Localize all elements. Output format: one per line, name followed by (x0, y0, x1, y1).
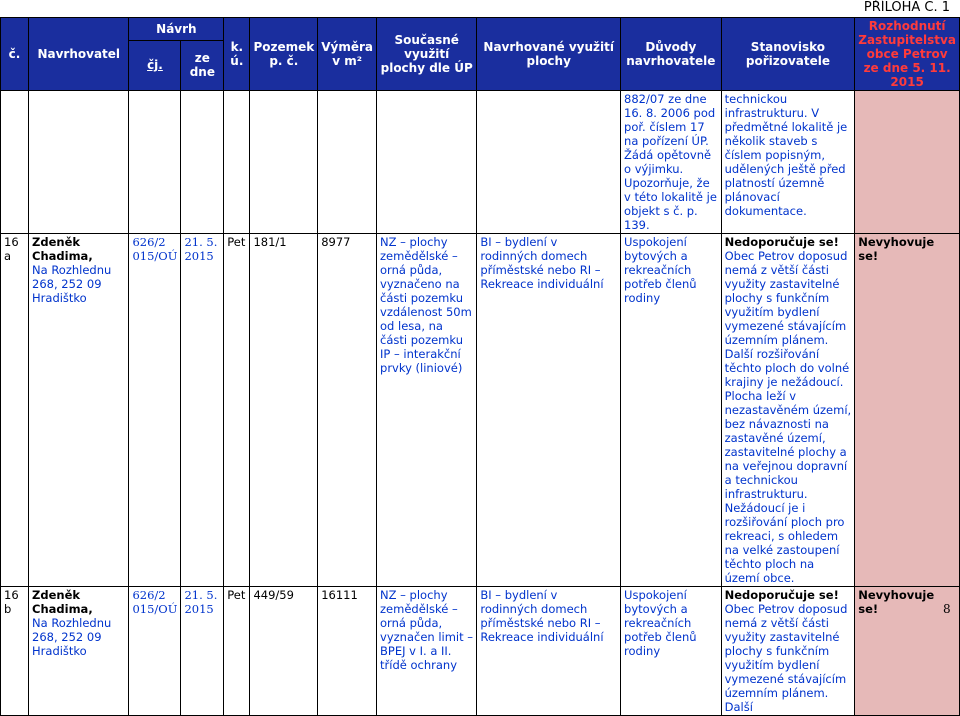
col-header-navrhovatel: Navrhovatel (29, 18, 129, 91)
ku-cell: Pet (224, 587, 250, 716)
navrhovatel-name: Zdeněk Chadima, (32, 235, 93, 263)
navrhovatel-address: Na Rozhlednu 268, 252 09 Hradištko (32, 263, 112, 305)
ku-cell: Pet (224, 234, 250, 587)
navrhovatel-name: Zdeněk Chadima, (32, 588, 93, 616)
table-row (1, 587, 960, 716)
reasons-cell: Uspokojení bytových a rekreačních potřeb členů rodiny (621, 234, 722, 587)
col-header-pozemek: Pozemek p. č. (250, 18, 318, 91)
prev-row-duvody: 882/07 ze dne 16. 8. 2006 pod poř. číslem 17 na pořízení ÚP. Žádá opětovně o výjimku. Upozorňuje, že v této lokalitě je objekt s č. p. 139. (621, 91, 722, 234)
parcel-cell: 181/1 (250, 234, 318, 587)
col-header-duvody: Důvody navrhovatele (621, 18, 722, 91)
col-header-cj: čj. (129, 40, 181, 90)
col-header-soucasne: Současné využití plochy dle ÚP (377, 18, 477, 91)
appendix-label: PŘÍLOHA Č. 1 (863, 0, 950, 15)
current-use-cell: NZ – plochy zemědělské – orná půda, vyznačeno na části pozemku vzdálenost 50m od lesa, na části pozemku IP – interakční prvky (liniové) (377, 234, 477, 587)
col-header-navrhovane: Navrhované využití plochy (477, 18, 621, 91)
col-header-rozhodnuti: Rozhodnutí Zastupitelstva obce Petrov ze dne 5. 11. 2015 (855, 18, 960, 91)
prev-row-stanovisko: technickou infrastrukturu. V předmětné lokalitě je několik staveb s číslem popisným, udělených ještě před platností územně plánovací dokumentace. (721, 91, 855, 234)
page-number: 8 (943, 602, 951, 616)
area-cell: 16111 (318, 587, 377, 716)
proposals-table (0, 17, 960, 716)
col-header-navrh: Návrh (129, 18, 224, 41)
opinion-text: Obec Petrov doposud nemá z větší části využity zastavitelné plochy s funkčním využitím bydlení vymezené stávajícím územním plánem. Další rozšiřování těchto ploch do volné krajiny je nežádoucí. Plocha leží v nezastavěném území, bez návaznosti na zastavěné území, zastavitelné plochy a na veřejnou dopravní a technickou infrastrukturu. Nežádoucí je i rozšiřování ploch pro rekreaci, s ohledem na velké zastoupení těchto ploch na území obce. (724, 249, 852, 585)
parcel-cell: 449/59 (250, 587, 318, 716)
col-header-ku: k. ú. (224, 18, 250, 91)
navrhovatel-address: Na Rozhlednu 268, 252 09 Hradištko (32, 616, 112, 658)
opinion-text: Obec Petrov doposud nemá z větší části využity zastavitelné plochy s funkčním využitím bydlení vymezené stávajícím územním plánem. Další (724, 602, 848, 714)
opinion-verdict: Nedoporučuje se! (724, 588, 839, 602)
prev-row-rozhodnuti (855, 91, 960, 234)
current-use-cell: NZ – plochy zemědělské – orná půda, vyznačen limit – BPEJ v I. a II. třídě ochrany (377, 587, 477, 716)
opinion-cell (721, 587, 855, 716)
col-header-number: č. (1, 18, 29, 91)
date-cell: 21. 5. 2015 (181, 234, 224, 587)
opinion-verdict: Nedoporučuje se! (724, 235, 839, 249)
cj-cell: 626/2 015/OÚ (129, 587, 181, 716)
row-number: 16 b (1, 587, 29, 716)
col-header-ze-dne: ze dne (181, 40, 224, 90)
reasons-cell: Uspokojení bytových a rekreačních potřeb členů rodiny (621, 587, 722, 716)
row-number: 16 a (1, 234, 29, 587)
col-header-vymera: Výměra v m² (318, 18, 377, 91)
navrhovatel-cell (29, 587, 129, 716)
area-cell: 8977 (318, 234, 377, 587)
decision-cell: Nevyhovuje se! (855, 587, 960, 716)
opinion-cell (721, 234, 855, 587)
proposed-use-cell: BI – bydlení v rodinných domech příměstské nebo RI – Rekreace individuální (477, 587, 621, 716)
cj-cell: 626/2 015/OÚ (129, 234, 181, 587)
decision-cell: Nevyhovuje se! (855, 234, 960, 587)
date-cell: 21. 5. 2015 (181, 587, 224, 716)
col-header-stanovisko: Stanovisko pořizovatele (721, 18, 855, 91)
table-row (1, 234, 960, 587)
navrhovatel-cell (29, 234, 129, 587)
proposed-use-cell: BI – bydlení v rodinných domech příměstské nebo RI – Rekreace individuální (477, 234, 621, 587)
